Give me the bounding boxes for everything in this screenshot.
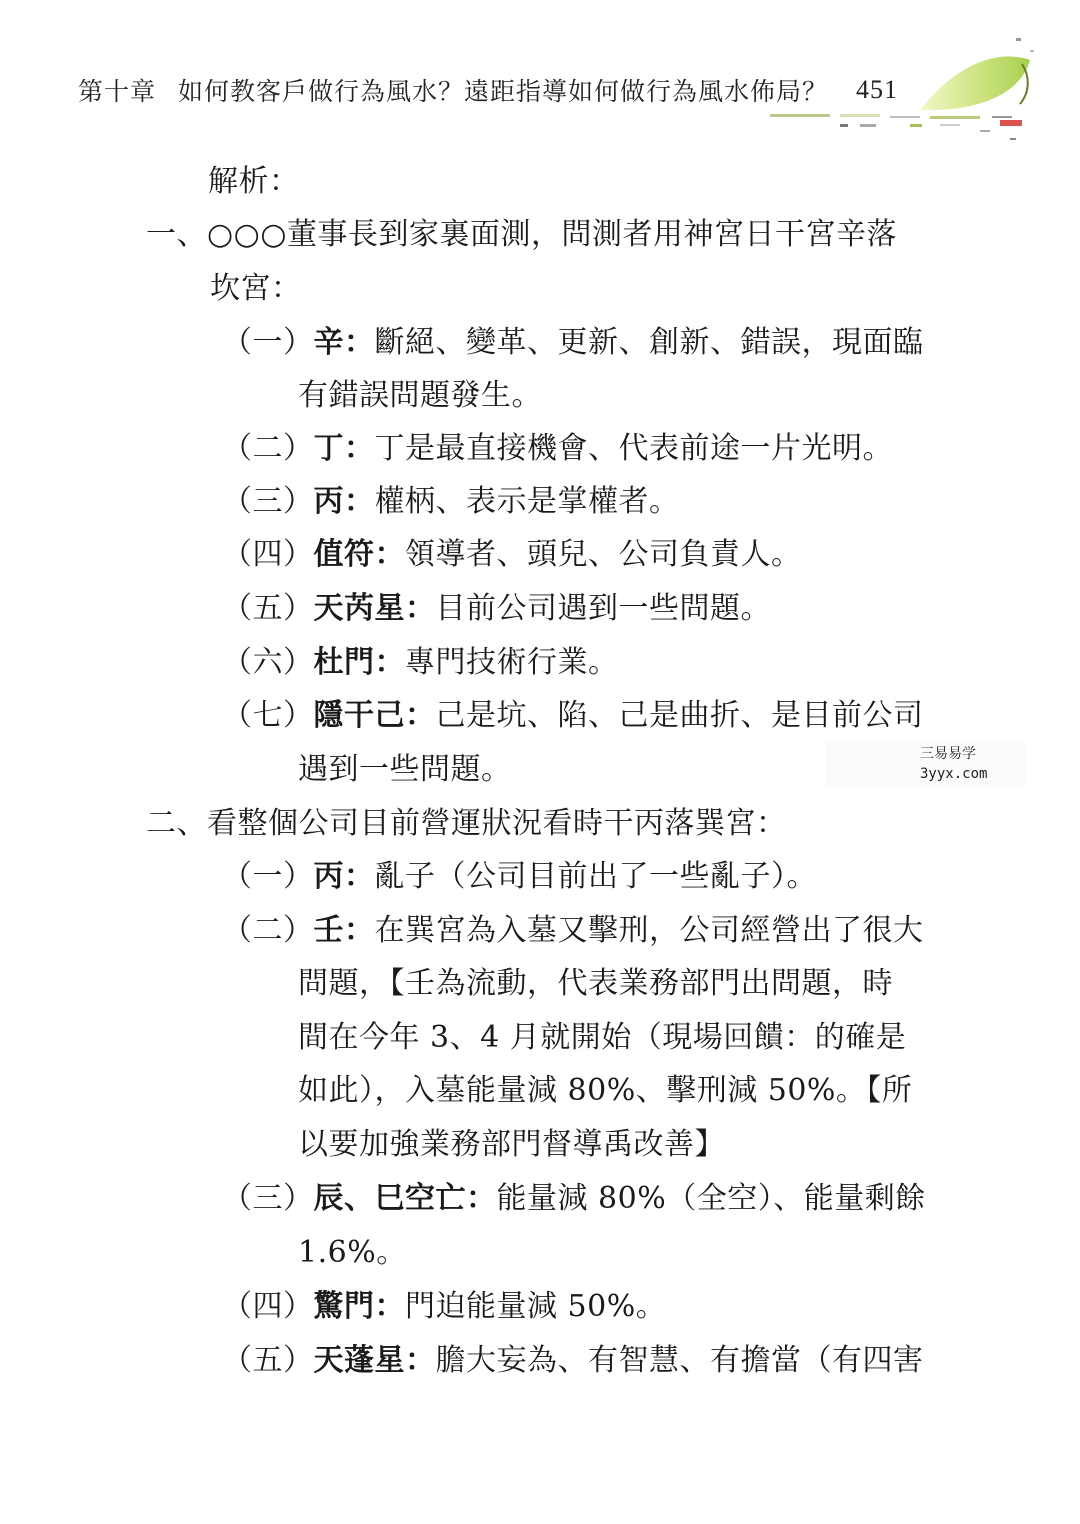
chapter-title: 如何教客戶做行為風水？遠距指導如何做行為風水佈局？ [178, 77, 829, 106]
list-item-cont: 問題，【壬為流動，代表業務部門出問題，時 [298, 966, 893, 1001]
list-item: （三）辰、巳空亡：能量減 80%（全空）、能量剩餘 [222, 1181, 926, 1216]
list-item: （二）丁：丁是最直接機會、代表前途一片光明。 [222, 431, 893, 466]
watermark-url: 3yyx.com [920, 766, 988, 782]
site-watermark [826, 740, 1026, 788]
list-item: （六）杜門：專門技術行業。 [222, 645, 619, 680]
section-one-heading: 一、○○○董事長到家裏面測，問測者用神宮日干宮辛落 [146, 217, 898, 252]
chapter-label: 第十章 [78, 77, 157, 106]
list-item-cont: 1.6%。 [298, 1235, 407, 1270]
list-item: （五）天芮星：目前公司遇到一些問題。 [222, 591, 771, 626]
analysis-heading: 解析： [208, 164, 300, 199]
list-item: （四）值符：領導者、頭兒、公司負責人。 [222, 537, 802, 572]
list-item-cont: 間在今年 3、4 月就開始（現場回饋：的確是 [298, 1020, 907, 1055]
list-item-cont: 有錯誤問題發生。 [298, 378, 542, 413]
section-two-heading: 二、看整個公司目前營運狀況看時干丙落巽宮： [146, 806, 787, 841]
list-item: （一）丙：亂子（公司目前出了一些亂子）。 [222, 859, 817, 894]
list-item: （四）驚門：門迫能量減 50%。 [222, 1289, 667, 1324]
list-item: （三）丙：權柄、表示是掌權者。 [222, 484, 680, 519]
section-one-heading-cont: 坎宮： [210, 271, 302, 306]
list-item-cont: 遇到一些問題。 [298, 752, 512, 787]
list-item: （七）隱干己：己是坑、陷、己是曲折、是目前公司 [222, 698, 924, 733]
list-item-cont: 如此），入墓能量減 80%、擊刑減 50%。【所 [298, 1073, 913, 1108]
list-item: （一）辛：斷絕、變革、更新、創新、錯誤，現面臨 [222, 325, 924, 360]
list-item: （二）壬：在巽宮為入墓又擊刑，公司經營出了很大 [222, 913, 924, 948]
page-number: 451 [856, 75, 899, 104]
list-item: （五）天蓬星：膽大妄為、有智慧、有擔當（有四害 [222, 1343, 924, 1378]
watermark-name: 三易易学 [920, 746, 976, 762]
running-header [78, 70, 938, 110]
list-item-cont: 以要加強業務部門督導禹改善】 [298, 1127, 725, 1162]
